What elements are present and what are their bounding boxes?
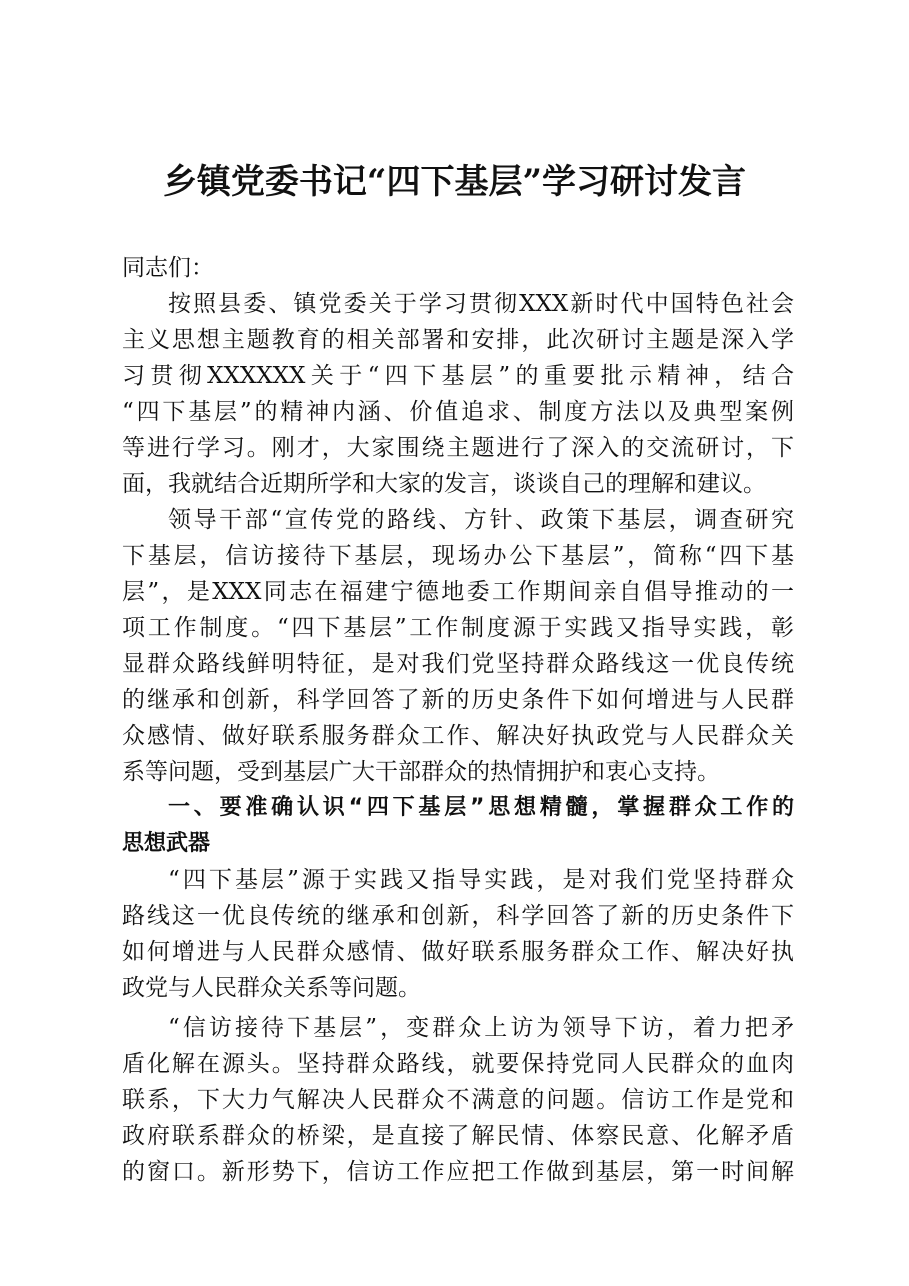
paragraph-line: 联系，下大力气解决人民群众不满意的问题。信访工作是党和 bbox=[122, 1087, 794, 1113]
paragraph-line: 按照县委、镇党委关于学习贯彻XXX新时代中国特色社会 bbox=[168, 291, 794, 317]
paragraph-line: 众感情、做好联系服务群众工作、解决好执政党与人民群众关 bbox=[122, 723, 794, 749]
section-heading: 思想武器 bbox=[122, 831, 211, 856]
paragraph-line: 面，我就结合近期所学和大家的发言，谈谈自己的理解和建议。 bbox=[122, 471, 766, 497]
paragraph-line: 等进行学习。刚才，大家围绕主题进行了深入的交流研讨，下 bbox=[122, 435, 794, 461]
paragraph-line: 的继承和创新，科学回答了新的历史条件下如何增进与人民群 bbox=[122, 687, 794, 713]
paragraph-line: 主义思想主题教育的相关部署和安排，此次研讨主题是深入学 bbox=[122, 327, 794, 353]
paragraph-line: 盾化解在源头。坚持群众路线，就要保持党同人民群众的血肉 bbox=[122, 1051, 794, 1077]
document-body bbox=[122, 250, 794, 1190]
paragraph-line: 路线这一优良传统的继承和创新，科学回答了新的历史条件下 bbox=[122, 903, 794, 929]
paragraph-line: “四下基层”的精神内涵、价值追求、制度方法以及典型案例 bbox=[122, 399, 794, 425]
paragraph-line: 习贯彻XXXXXX关于“四下基层”的重要批示精神，结合 bbox=[122, 363, 794, 389]
paragraph-line: 层”，是XXX同志在福建宁德地委工作期间亲自倡导推动的一 bbox=[122, 579, 794, 605]
paragraph-line: 政党与人民群众关系等问题。 bbox=[122, 975, 421, 1001]
paragraph-line: 下基层，信访接待下基层，现场办公下基层”，简称“四下基 bbox=[122, 543, 794, 569]
paragraph-line: “信访接待下基层”，变群众上访为领导下访，着力把矛 bbox=[168, 1015, 794, 1041]
paragraph-line: 的窗口。新形势下，信访工作应把工作做到基层，第一时间解 bbox=[122, 1159, 794, 1185]
paragraph-line: 如何增进与人民群众感情、做好联系服务群众工作、解决好执 bbox=[122, 939, 794, 965]
paragraph-line: 系等问题，受到基层广大干部群众的热情拥护和衷心支持。 bbox=[122, 759, 720, 785]
paragraph-line: 政府联系群众的桥梁，是直接了解民情、体察民意、化解矛盾 bbox=[122, 1123, 794, 1149]
section-heading: 一、要准确认识“四下基层”思想精髓，掌握群众工作的 bbox=[168, 795, 794, 820]
paragraph-line: 领导干部“宣传党的路线、方针、政策下基层，调查研究 bbox=[168, 507, 794, 533]
salutation-line: 同志们： bbox=[122, 255, 214, 281]
paragraph-line: “四下基层”源于实践又指导实践，是对我们党坚持群众 bbox=[168, 867, 794, 893]
paragraph-line: 显群众路线鲜明特征，是对我们党坚持群众路线这一优良传统 bbox=[122, 651, 794, 677]
paragraph-line: 项工作制度。“四下基层”工作制度源于实践又指导实践，彰 bbox=[122, 615, 794, 641]
document-title: 乡镇党委书记“四下基层”学习研讨发言 bbox=[162, 162, 747, 202]
